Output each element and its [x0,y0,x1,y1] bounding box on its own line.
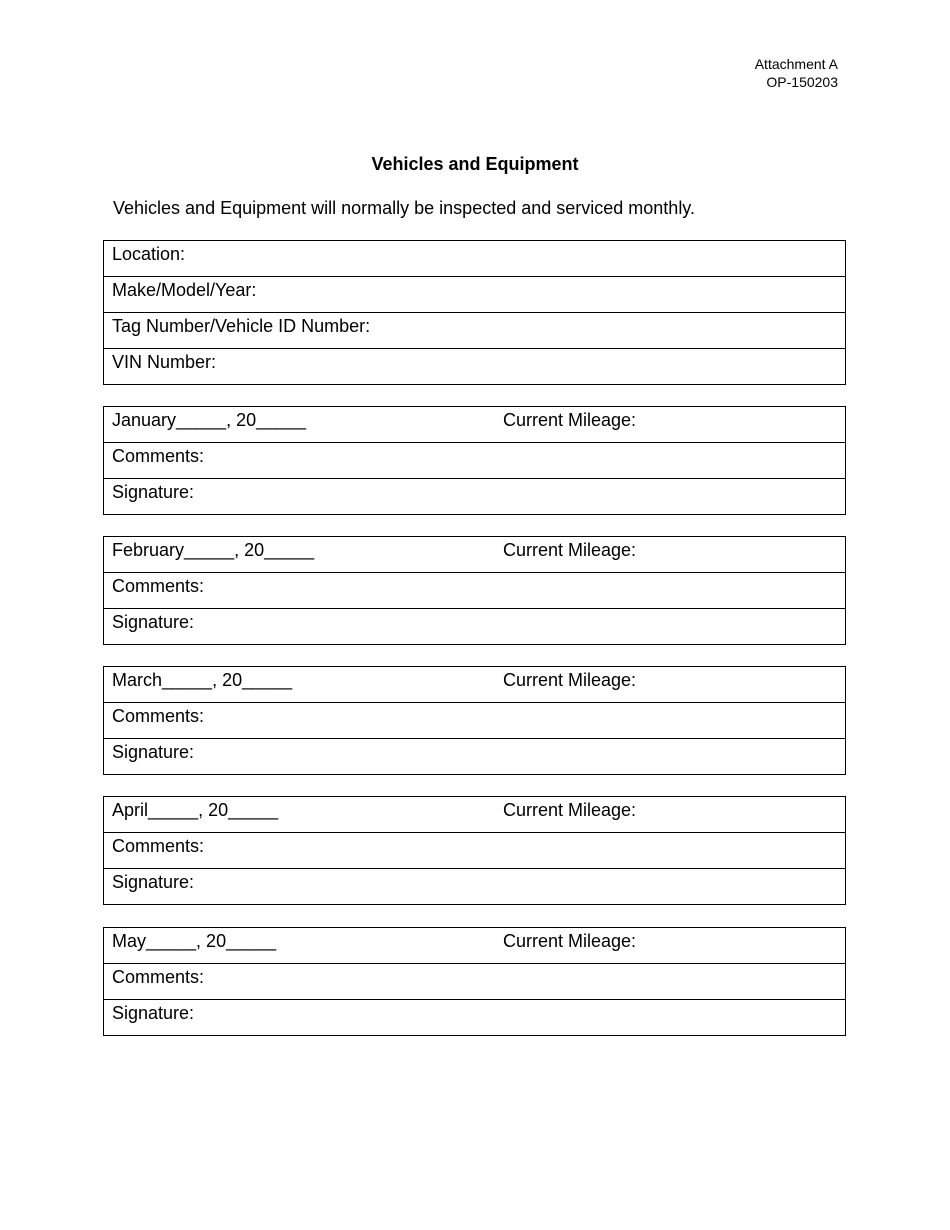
signature-row[interactable] [104,999,845,1035]
comments-label: Comments: [112,446,205,466]
mileage-label: Current Mileage: [503,931,637,951]
mileage-label: Current Mileage: [503,800,637,820]
date-row[interactable] [104,667,845,702]
comments-row[interactable] [104,832,845,868]
comments-label: Comments: [112,576,205,596]
date-label: January_____, 20_____ [112,410,307,430]
mileage-label: Current Mileage: [503,670,637,690]
mileage-label: Current Mileage: [503,540,637,560]
comments-label: Comments: [112,836,205,856]
location-row[interactable] [104,241,845,276]
date-label: May_____, 20_____ [112,931,277,951]
date-label: April_____, 20_____ [112,800,279,820]
comments-row[interactable] [104,963,845,999]
comments-row[interactable] [104,442,845,478]
comments-row[interactable] [104,572,845,608]
comments-label: Comments: [112,967,205,987]
attachment-header [755,55,838,91]
intro-text: Vehicles and Equipment will normally be inspected and serviced monthly. [113,198,695,218]
make-model-year-row[interactable] [104,276,845,312]
make-model-year-label: Make/Model/Year: [112,280,257,300]
date-row[interactable] [104,797,845,832]
date-row[interactable] [104,407,845,442]
signature-label: Signature: [112,742,195,762]
month-table-april [103,796,846,905]
month-table-january [103,406,846,515]
vehicle-info-table [103,240,846,385]
attachment-label: Attachment A [754,56,838,72]
month-table-may [103,927,846,1036]
comments-label: Comments: [112,706,205,726]
location-label: Location: [112,244,186,264]
signature-row[interactable] [104,738,845,774]
vin-number-label: VIN Number: [112,352,217,372]
date-row[interactable] [104,928,845,963]
date-label: February_____, 20_____ [112,540,315,560]
vin-number-row[interactable] [104,348,845,384]
signature-row[interactable] [104,478,845,514]
signature-label: Signature: [112,612,195,632]
comments-row[interactable] [104,702,845,738]
signature-label: Signature: [112,482,195,502]
page-title: Vehicles and Equipment [371,154,579,174]
date-row[interactable] [104,537,845,572]
tag-number-label: Tag Number/Vehicle ID Number: [112,316,371,336]
signature-row[interactable] [104,868,845,904]
tag-number-row[interactable] [104,312,845,348]
date-label: March_____, 20_____ [112,670,293,690]
signature-row[interactable] [104,608,845,644]
signature-label: Signature: [112,1003,195,1023]
op-number: OP-150203 [766,74,838,90]
month-table-march [103,666,846,775]
mileage-label: Current Mileage: [503,410,637,430]
signature-label: Signature: [112,872,195,892]
month-table-february [103,536,846,645]
